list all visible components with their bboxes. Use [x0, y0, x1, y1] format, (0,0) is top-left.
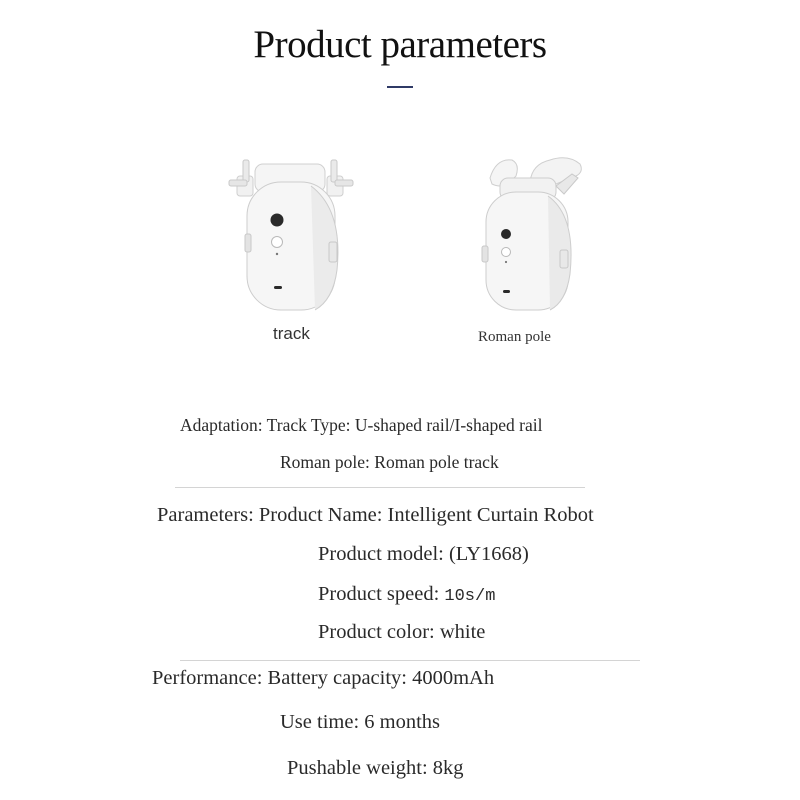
performance-use-time: Use time: 6 months — [280, 711, 441, 733]
product-speed-label: Product speed: — [318, 583, 445, 605]
performance-battery-capacity: Performance: Battery capacity: 4000mAh — [152, 667, 495, 689]
section-divider — [180, 660, 640, 661]
parameter-product-color: Product color: white — [318, 621, 486, 643]
product-speed-value: 10s/m — [444, 587, 496, 606]
parameter-product-model: Product model: (LY1668) — [318, 543, 529, 565]
page-title: Product parameters — [253, 23, 547, 66]
product-caption-roman-pole: Roman pole — [478, 329, 551, 345]
parameter-product-speed — [318, 583, 495, 606]
title-underline — [387, 86, 413, 88]
curtain-robot-roman-pole-icon — [460, 150, 630, 320]
parameter-product-name: Parameters: Product Name: Intelligent Curtain Robot — [157, 504, 594, 526]
product-caption-track: track — [273, 324, 310, 343]
adaptation-roman-pole: Roman pole: Roman pole track — [280, 452, 499, 472]
curtain-robot-track-icon — [215, 150, 385, 320]
performance-pushable-weight: Pushable weight: 8kg — [287, 757, 464, 779]
section-divider — [175, 487, 585, 488]
adaptation-track-type: Adaptation: Track Type: U-shaped rail/I-shaped rail — [180, 415, 543, 435]
